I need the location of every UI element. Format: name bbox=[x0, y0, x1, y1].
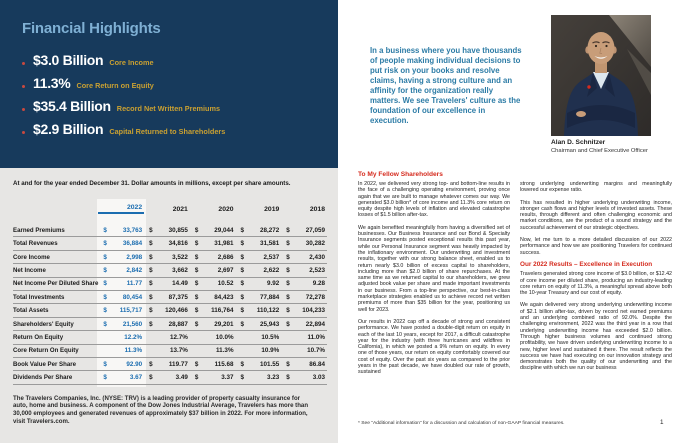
left-page bbox=[0, 0, 338, 443]
value-cell bbox=[98, 307, 144, 317]
value-cell bbox=[281, 321, 327, 331]
value-cell bbox=[236, 240, 282, 250]
page-title: Financial Highlights bbox=[22, 20, 161, 37]
currency-sign: $ bbox=[240, 307, 245, 315]
value: 13.7% bbox=[169, 347, 188, 355]
table-row bbox=[13, 291, 327, 304]
value-cell bbox=[190, 334, 236, 344]
value-cell bbox=[236, 321, 282, 331]
hero-item bbox=[22, 75, 225, 98]
value-cell bbox=[144, 334, 190, 344]
currency-sign: $ bbox=[194, 320, 199, 328]
currency-sign: $ bbox=[286, 226, 290, 234]
value: 115,717 bbox=[119, 307, 143, 315]
financial-table bbox=[13, 201, 327, 385]
value-cell bbox=[98, 361, 144, 371]
currency-sign: $ bbox=[286, 267, 290, 275]
value-cell bbox=[144, 321, 190, 331]
currency-sign: $ bbox=[240, 280, 245, 288]
hero-list bbox=[22, 52, 225, 144]
currency-sign: $ bbox=[149, 280, 153, 288]
value: 77,884 bbox=[260, 293, 280, 301]
value-cell bbox=[144, 280, 190, 290]
company-description: The Travelers Companies, Inc. (NYSE: TRV) is a leading provider of property casualty insurance for auto, home and business. A component of the Dow Jones Industrial Average, Travelers has more than 30,000 employees and generated revenues of approximately $37 billion in 2022. For more information, visit Travelers.com. bbox=[13, 394, 309, 425]
executive-title: Chairman and Chief Executive Officer bbox=[551, 148, 648, 154]
value: 30,282 bbox=[305, 240, 325, 248]
value: 86.84 bbox=[309, 360, 325, 368]
currency-sign: $ bbox=[103, 293, 107, 301]
value: 11.77 bbox=[126, 280, 143, 288]
currency-sign: $ bbox=[103, 360, 107, 368]
table-row bbox=[13, 224, 327, 237]
currency-sign: $ bbox=[286, 293, 290, 301]
currency-sign: $ bbox=[149, 374, 153, 382]
table-body bbox=[13, 224, 327, 385]
currency-sign: $ bbox=[149, 240, 153, 248]
value: 119.77 bbox=[168, 360, 188, 368]
currency-sign: $ bbox=[103, 280, 107, 288]
value-cell bbox=[144, 227, 190, 237]
value-cell bbox=[281, 361, 327, 371]
currency-sign: $ bbox=[194, 240, 199, 248]
value-cell bbox=[98, 267, 144, 277]
letter-heading: To My Fellow Shareholders bbox=[358, 171, 443, 178]
currency-sign: $ bbox=[194, 293, 199, 301]
year-header-2021: 2021 bbox=[172, 205, 188, 213]
value: 10.9% bbox=[261, 347, 280, 355]
value: 3.23 bbox=[267, 374, 280, 382]
value-cell bbox=[144, 294, 190, 304]
value: 30,855 bbox=[168, 226, 188, 234]
value: 36,884 bbox=[122, 240, 143, 248]
paragraph: We again benefited meaningfully from having a diversified set of businesses. Our Business Insurance and our Bond & Specialty Insurance segments posted exceptional results this past year, while our Personal Insurance segment was heavily impacted by the inflationary environment. Our underwriting and investment results, together with our strong balance sheet, enabled us to return nearly $3.0 billion of excess capital to shareholders, including more than $2.0 billion of share repurchases. At the same time as we returned capital to our shareholders, we grew adjusted book value per share and made important investments in our business. From a top-line perspective, our best-in-class marketplace strategies enabled us to achieve record net written premiums of more than $35 billion for the year, positioning us well for 2023. bbox=[358, 224, 510, 313]
value: 2,842 bbox=[126, 267, 143, 275]
value: 28,887 bbox=[168, 320, 188, 328]
paragraph: Our results in 2022 cap off a decade of strong and consistent performance. We have posted a double-digit return on equity in each of the last 10 years, except for 2017, a difficult catastrophe year for the industry (with three hurricanes and wildfires in California), in which we posted a 9% return on equity. In every one of those years, our return on equity comfortably covered our cost of equity. Over the past six years as compared to the prior years in the past decade, we have doubled our rate of growth, sustained bbox=[358, 318, 510, 376]
pull-quote: In a business where you have thousands of people making individual decisions to put risk on your books and resolve claims, having a strong culture and an affinity for the organization really matters. We see Travelers' culture as the foundation of our excellence in execution. bbox=[370, 46, 522, 125]
bullet-icon bbox=[22, 131, 25, 134]
bullet-icon bbox=[22, 62, 25, 65]
value: 2,537 bbox=[263, 253, 280, 261]
row-label: Total Revenues bbox=[13, 240, 58, 248]
currency-sign: $ bbox=[103, 253, 107, 261]
value: 2,697 bbox=[217, 267, 234, 275]
value-cell bbox=[190, 267, 236, 277]
bullet-icon bbox=[22, 85, 25, 88]
value-cell bbox=[98, 294, 144, 304]
hero-label: Core Return on Equity bbox=[76, 81, 154, 90]
value-cell bbox=[98, 227, 144, 237]
table-row bbox=[13, 304, 327, 317]
currency-sign: $ bbox=[240, 226, 245, 234]
value: 33,763 bbox=[122, 226, 143, 234]
currency-sign: $ bbox=[286, 307, 290, 315]
value: 2,523 bbox=[309, 267, 325, 275]
value-cell bbox=[190, 280, 236, 290]
letter-col-1 bbox=[358, 181, 510, 382]
value-cell bbox=[144, 307, 190, 317]
value-cell bbox=[190, 254, 236, 264]
footnote: * See “Additional information” for a discussion and calculation of non-GAAP financial measures. bbox=[358, 421, 565, 426]
value-cell bbox=[144, 361, 190, 371]
value-cell bbox=[281, 227, 327, 237]
value-cell bbox=[281, 267, 327, 277]
value-cell bbox=[190, 374, 236, 384]
value-cell bbox=[190, 240, 236, 250]
currency-sign: $ bbox=[286, 240, 290, 248]
value-cell bbox=[236, 307, 282, 317]
portrait-graphic bbox=[551, 15, 651, 136]
value: 9.92 bbox=[267, 280, 280, 288]
row-label: Net Income bbox=[13, 267, 46, 275]
value-cell bbox=[98, 334, 144, 344]
financial-highlights-panel bbox=[0, 0, 338, 168]
currency-sign: $ bbox=[103, 226, 107, 234]
table-row bbox=[13, 264, 327, 277]
currency-sign: $ bbox=[149, 293, 153, 301]
value: 27,059 bbox=[305, 226, 325, 234]
value: 31,581 bbox=[260, 240, 280, 248]
currency-sign: $ bbox=[240, 253, 245, 261]
value: 34,816 bbox=[168, 240, 188, 248]
currency-sign: $ bbox=[103, 307, 107, 315]
currency-sign: $ bbox=[103, 267, 107, 275]
table-row bbox=[13, 251, 327, 264]
value-cell bbox=[236, 280, 282, 290]
paragraph: In 2022, we delivered very strong top- and bottom-line results in the face of a challenging operating environment, proving once again that we are built to manage whatever comes our way. We generated $3.0 billion* of core income and 11.3% core return on equity despite high levels of inflation and elevated catastrophe losses of $1.5 billion after-tax. bbox=[358, 181, 510, 219]
value-cell bbox=[190, 321, 236, 331]
value: 25,943 bbox=[260, 320, 280, 328]
table-row bbox=[13, 237, 327, 250]
value-cell bbox=[98, 254, 144, 264]
value-cell bbox=[281, 240, 327, 250]
value: 28,272 bbox=[260, 226, 280, 234]
hero-label: Record Net Written Premiums bbox=[116, 104, 221, 113]
value: 11.3% bbox=[124, 347, 143, 355]
value-cell bbox=[236, 374, 282, 384]
currency-sign: $ bbox=[240, 374, 245, 382]
value: 92.90 bbox=[126, 360, 143, 368]
financial-data-section bbox=[0, 168, 338, 443]
value-cell bbox=[190, 294, 236, 304]
hero-value: $3.0 Billion bbox=[33, 52, 104, 68]
table-header bbox=[13, 201, 327, 214]
row-label: Return On Equity bbox=[13, 334, 64, 342]
value: 116,764 bbox=[211, 307, 234, 315]
table-row bbox=[13, 278, 327, 291]
table-row bbox=[13, 345, 327, 358]
table-row bbox=[13, 331, 327, 344]
paragraph: Now, let me turn to a more detailed discussion of our 2022 performance and how we are positioning Travelers for continued success. bbox=[520, 237, 672, 256]
value: 2,998 bbox=[126, 253, 143, 261]
currency-sign: $ bbox=[286, 253, 290, 261]
value-cell bbox=[98, 240, 144, 250]
value-cell bbox=[98, 374, 144, 384]
value: 115.68 bbox=[214, 360, 234, 368]
row-label: Shareholders' Equity bbox=[13, 320, 74, 328]
paragraph: strong underlying underwriting margins and meaningfully lowered our expense ratio. bbox=[520, 181, 672, 194]
value-cell bbox=[236, 334, 282, 344]
value: 29,044 bbox=[214, 226, 234, 234]
value-cell bbox=[98, 347, 144, 357]
value: 12.7% bbox=[169, 334, 188, 342]
value: 29,201 bbox=[214, 320, 234, 328]
section-heading: Our 2022 Results – Excellence in Execution bbox=[520, 260, 653, 268]
value: 120,466 bbox=[165, 307, 188, 315]
value: 10.0% bbox=[215, 334, 234, 342]
right-page bbox=[338, 0, 680, 443]
currency-sign: $ bbox=[286, 320, 290, 328]
value: 9.28 bbox=[312, 280, 325, 288]
hero-label: Capital Returned to Shareholders bbox=[109, 127, 226, 136]
value-cell bbox=[190, 361, 236, 371]
value-cell bbox=[236, 267, 282, 277]
value-cell bbox=[281, 374, 327, 384]
value: 11.3% bbox=[216, 347, 234, 355]
currency-sign: $ bbox=[103, 320, 107, 328]
value: 101.55 bbox=[260, 360, 280, 368]
value: 10.7% bbox=[307, 347, 325, 355]
paragraph: We again delivered very strong underlying underwriting income of $2.1 billion after-tax, driven by record net earned premiums and an underlying combined ratio of 92.0%. Despite the challenging environment, 2022 was the third year in a row that underlying underwriting income has exceeded $2.0 billion. Through higher business volumes and continued strong profitability, we have driven underlying underwriting income to a new, higher level and sustained it there. The result reflects the success we have had executing on our innovation strategy and demonstrates both the quality of our underwriting and the discipline with which we run our business bbox=[520, 302, 672, 372]
year-header-2022: 2022 bbox=[98, 204, 144, 215]
value-cell bbox=[144, 374, 190, 384]
value-cell bbox=[281, 334, 327, 344]
currency-sign: $ bbox=[240, 267, 245, 275]
paragraph: This has resulted in higher underlying underwriting income, stronger cash flows and higher levels of invested assets. These results, through different and often challenging economic and market conditions, are the product of a sound strategy and the successful achievement of our strategic objectives. bbox=[520, 199, 672, 231]
value-cell bbox=[144, 254, 190, 264]
year-header-2019: 2019 bbox=[264, 205, 280, 213]
currency-sign: $ bbox=[240, 293, 245, 301]
value-cell bbox=[144, 347, 190, 357]
value: 104,233 bbox=[302, 307, 325, 315]
value-cell bbox=[236, 294, 282, 304]
year-header-2018: 2018 bbox=[309, 205, 325, 213]
value: 3,662 bbox=[172, 267, 188, 275]
value-cell bbox=[281, 347, 327, 357]
value: 2,686 bbox=[217, 253, 234, 261]
row-label: Earned Premiums bbox=[13, 226, 65, 234]
value: 2,622 bbox=[263, 267, 280, 275]
row-label: Core Return On Equity bbox=[13, 347, 79, 355]
row-label: Total Investments bbox=[13, 293, 65, 301]
value-cell bbox=[144, 240, 190, 250]
value: 12.2% bbox=[124, 334, 143, 342]
value: 31,981 bbox=[214, 240, 234, 248]
hero-value: 11.3% bbox=[33, 75, 71, 91]
currency-sign: $ bbox=[286, 374, 290, 382]
value: 3.67 bbox=[129, 374, 143, 382]
row-label: Net Income Per Diluted Share bbox=[13, 280, 99, 288]
currency-sign: $ bbox=[149, 226, 153, 234]
hero-item bbox=[22, 121, 225, 144]
letter-col-2 bbox=[520, 181, 672, 378]
value: 3.49 bbox=[175, 374, 188, 382]
currency-sign: $ bbox=[149, 360, 153, 368]
table-row bbox=[13, 371, 327, 384]
value: 2,430 bbox=[309, 253, 325, 261]
value: 10.52 bbox=[217, 280, 234, 288]
value-cell bbox=[236, 361, 282, 371]
row-label: Total Assets bbox=[13, 307, 49, 315]
value-cell bbox=[190, 347, 236, 357]
paragraph: Travelers generated strong core income of $3.0 billion, or $12.42 of core income per diluted share, producing an industry-leading core return on equity of 11.3%, a meaningful spread above both the 10-year Treasury and our cost of equity. bbox=[520, 271, 672, 297]
currency-sign: $ bbox=[286, 360, 290, 368]
value-cell bbox=[190, 307, 236, 317]
currency-sign: $ bbox=[286, 280, 290, 288]
value: 3,522 bbox=[172, 253, 188, 261]
value-cell bbox=[281, 294, 327, 304]
currency-sign: $ bbox=[240, 360, 245, 368]
currency-sign: $ bbox=[194, 280, 199, 288]
value: 10.5% bbox=[261, 334, 280, 342]
hero-value: $2.9 Billion bbox=[33, 121, 104, 137]
table-row bbox=[13, 318, 327, 331]
currency-sign: $ bbox=[194, 374, 199, 382]
value-cell bbox=[236, 254, 282, 264]
table-note: At and for the year ended December 31. Dollar amounts in millions, except per share amounts. bbox=[13, 180, 291, 187]
table-header-spacer bbox=[13, 212, 98, 215]
value: 80,454 bbox=[122, 293, 143, 301]
currency-sign: $ bbox=[149, 267, 153, 275]
currency-sign: $ bbox=[194, 360, 199, 368]
value: 87,375 bbox=[168, 293, 188, 301]
value: 14.49 bbox=[172, 280, 188, 288]
currency-sign: $ bbox=[194, 226, 199, 234]
value-cell bbox=[281, 280, 327, 290]
value: 84,423 bbox=[214, 293, 234, 301]
value: 3.37 bbox=[221, 374, 234, 382]
currency-sign: $ bbox=[103, 374, 107, 382]
currency-sign: $ bbox=[149, 307, 153, 315]
row-label: Book Value Per Share bbox=[13, 360, 76, 368]
value-cell bbox=[281, 254, 327, 264]
currency-sign: $ bbox=[149, 253, 153, 261]
value-cell bbox=[98, 321, 144, 331]
value: 72,278 bbox=[305, 293, 325, 301]
value: 110,122 bbox=[256, 307, 280, 315]
value-cell bbox=[190, 227, 236, 237]
value-cell bbox=[281, 307, 327, 317]
bullet-icon bbox=[22, 108, 25, 111]
value-cell bbox=[236, 347, 282, 357]
value: 11.0% bbox=[307, 334, 325, 342]
value-cell bbox=[98, 280, 144, 290]
table-row bbox=[13, 358, 327, 371]
row-label: Dividends Per Share bbox=[13, 374, 73, 382]
year-header-2020: 2020 bbox=[218, 205, 234, 213]
value: 21,560 bbox=[122, 320, 143, 328]
executive-name: Alan D. Schnitzer bbox=[551, 139, 606, 146]
hero-label: Core Income bbox=[109, 58, 154, 67]
hero-value: $35.4 Billion bbox=[33, 98, 111, 114]
value-cell bbox=[236, 227, 282, 237]
executive-portrait-photo bbox=[551, 15, 651, 136]
currency-sign: $ bbox=[194, 267, 199, 275]
hero-item bbox=[22, 98, 225, 121]
currency-sign: $ bbox=[103, 240, 107, 248]
value-cell bbox=[144, 267, 190, 277]
currency-sign: $ bbox=[194, 307, 199, 315]
value: 3.03 bbox=[312, 374, 325, 382]
row-label: Core Income bbox=[13, 253, 50, 261]
currency-sign: $ bbox=[240, 240, 245, 248]
value: 22,894 bbox=[305, 320, 325, 328]
currency-sign: $ bbox=[149, 320, 153, 328]
currency-sign: $ bbox=[240, 320, 245, 328]
currency-sign: $ bbox=[194, 253, 199, 261]
page-number: 1 bbox=[660, 419, 664, 426]
hero-item bbox=[22, 52, 225, 75]
